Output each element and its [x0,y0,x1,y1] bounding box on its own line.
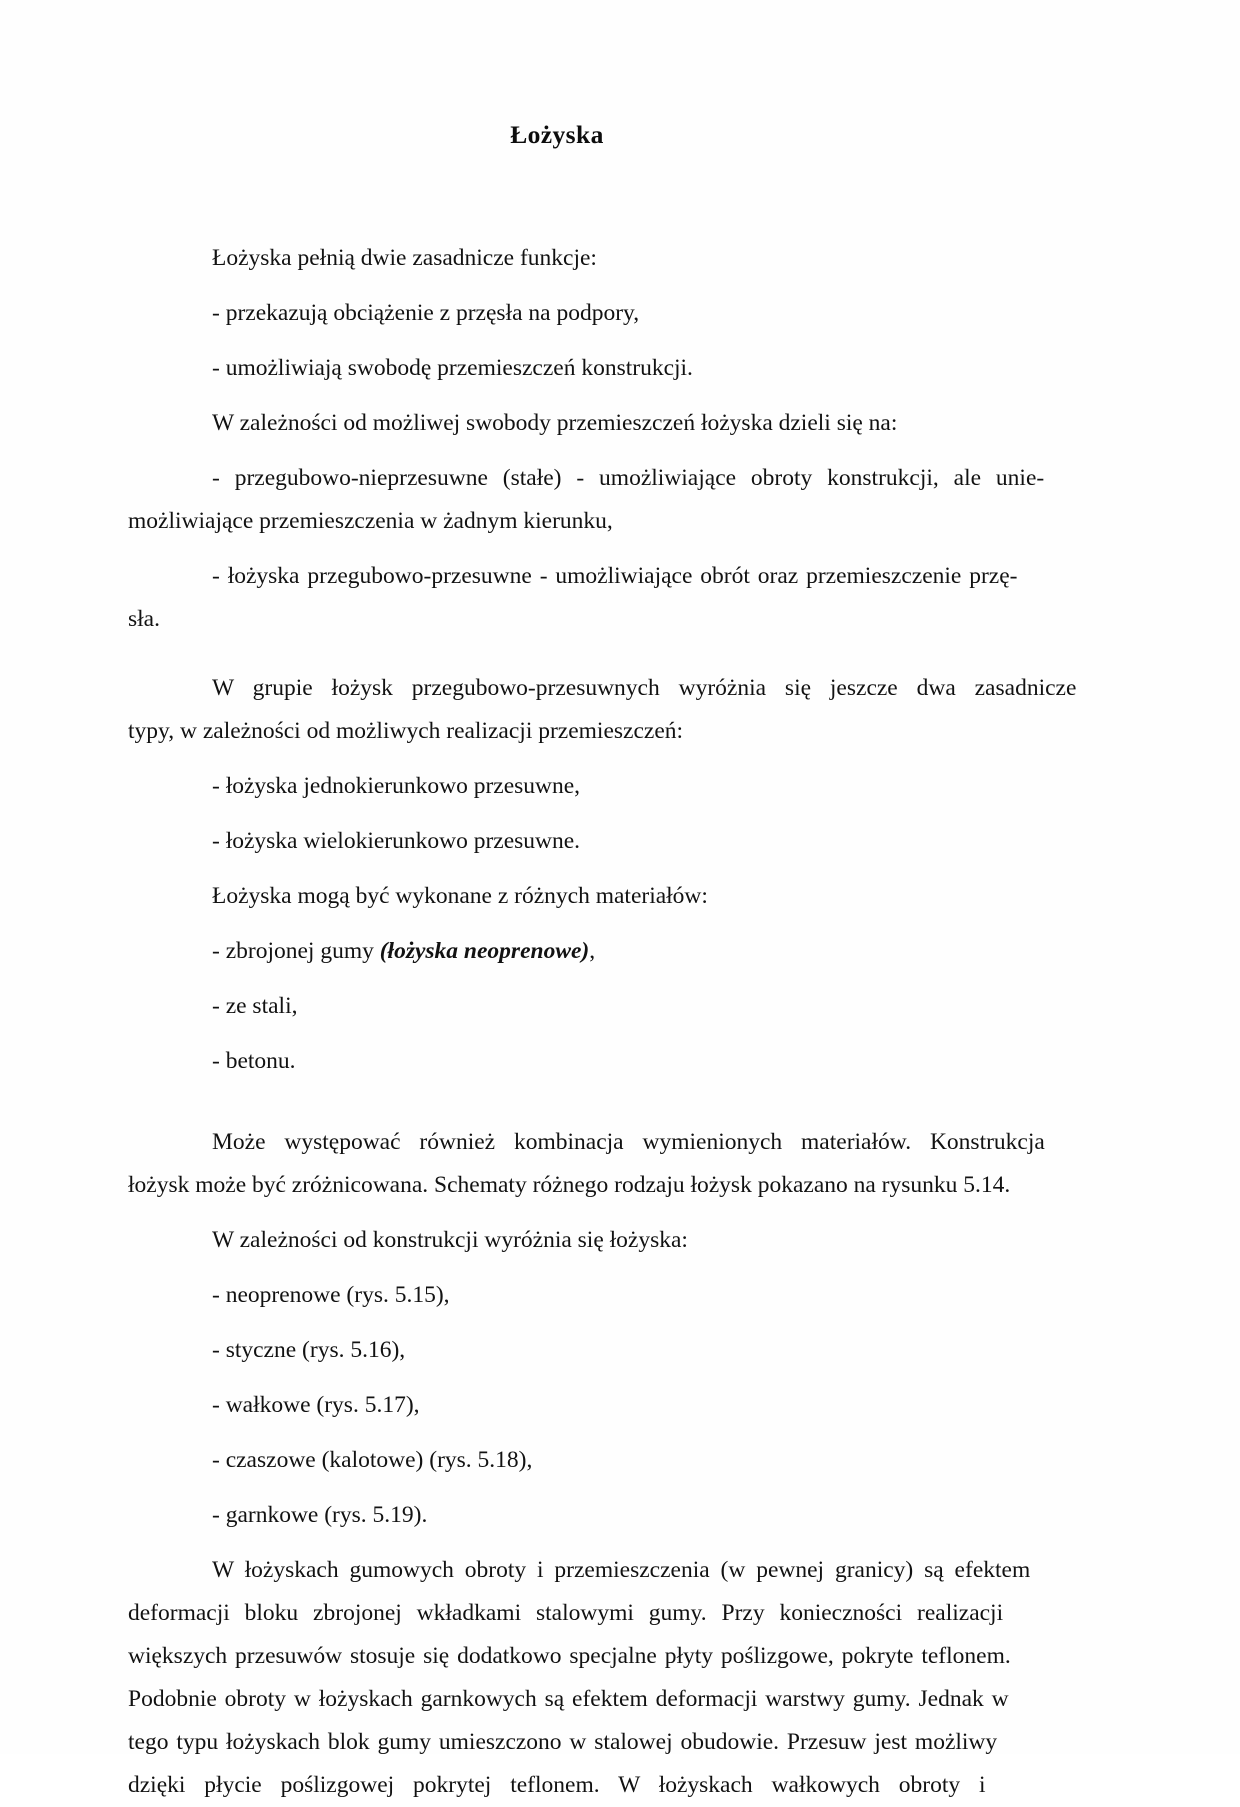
sliding-bearing-line-1: - łożyska przegubowo-przesuwne - umożliwiające obrót oraz przemieszczenie przę- [212,562,1018,589]
material-suffix: , [589,937,596,964]
document-body [128,237,1077,1807]
freedom-lead: W zależności od możliwej swobody przemieszczeń łożyska dzieli się na: [212,409,898,436]
material-prefix: - zbrojonej gumy [212,937,380,964]
construction-lead: W zależności od konstrukcji wyróżnia się łożyska: [212,1226,688,1253]
list-item: - łożyska wielokierunkowo przesuwne. [212,827,581,854]
list-item: - styczne (rys. 5.16), [212,1336,406,1363]
sliding-group-line-1: W grupie łożysk przegubowo-przesuwnych wyróżnia się jeszcze dwa zasadnicze [212,674,1077,701]
list-item: - czaszowe (kalotowe) (rys. 5.18), [212,1446,533,1473]
sliding-group-line-2: typy, w zależności od możliwych realizacji przemieszczeń: [128,717,684,744]
material-italic-note: (łożyska neoprenowe) [379,937,590,964]
list-item: - wałkowe (rys. 5.17), [212,1391,420,1418]
closing-line-2: deformacji bloku zbrojonej wkładkami stalowymi gumy. Przy konieczności realizacji [128,1599,1004,1626]
list-item: - łożyska jednokierunkowo przesuwne, [212,772,581,799]
list-item: - umożliwiają swobodę przemieszczeń konstrukcji. [212,354,693,381]
text-column [128,120,1077,1807]
closing-line-5: tego typu łożyskach blok gumy umieszczono w stalowej obudowie. Przesuw jest możliwy [128,1728,998,1755]
sliding-bearing-line-2: sła. [128,605,160,632]
list-item: - garnkowe (rys. 5.19). [212,1501,428,1528]
combination-line-2: łożysk może być zróżnicowana. Schematy różnego rodzaju łożysk pokazano na rysunku 5.14. [128,1171,1011,1198]
closing-line-4: Podobnie obroty w łożyskach garnkowych są efektem deformacji warstwy gumy. Jednak w [128,1685,1009,1712]
fixed-bearing-line-1: - przegubowo-nieprzesuwne (stałe) - umożliwiające obroty konstrukcji, ale unie- [212,464,1045,491]
list-item: - przekazują obciążenie z przęsła na podpory, [212,299,640,326]
list-item-material-rubber [128,930,986,973]
intro-lead: Łożyska pełnią dwie zasadnicze funkcje: [212,244,597,271]
list-item-material-concrete: - betonu. [212,1047,296,1074]
fixed-bearing-line-2: możliwiające przemieszczenia w żadnym kierunku, [128,507,613,534]
page-title: Łożyska [510,120,604,149]
materials-lead: Łożyska mogą być wykonane z różnych materiałów: [212,882,708,909]
closing-line-6: dzięki płycie poślizgowej pokrytej teflonem. W łożyskach wałkowych obroty i [128,1771,986,1798]
closing-line-1: W łożyskach gumowych obroty i przemieszczenia (w pewnej granicy) są efektem [212,1556,1031,1583]
combination-line-1: Może występować również kombinacja wymienionych materiałów. Konstrukcja [212,1128,1045,1155]
list-item-material-steel: - ze stali, [212,992,298,1019]
closing-line-3: większych przesuwów stosuje się dodatkowo specjalne płyty poślizgowe, pokryte teflonem. [128,1642,1011,1669]
list-item: - neoprenowe (rys. 5.15), [212,1281,450,1308]
